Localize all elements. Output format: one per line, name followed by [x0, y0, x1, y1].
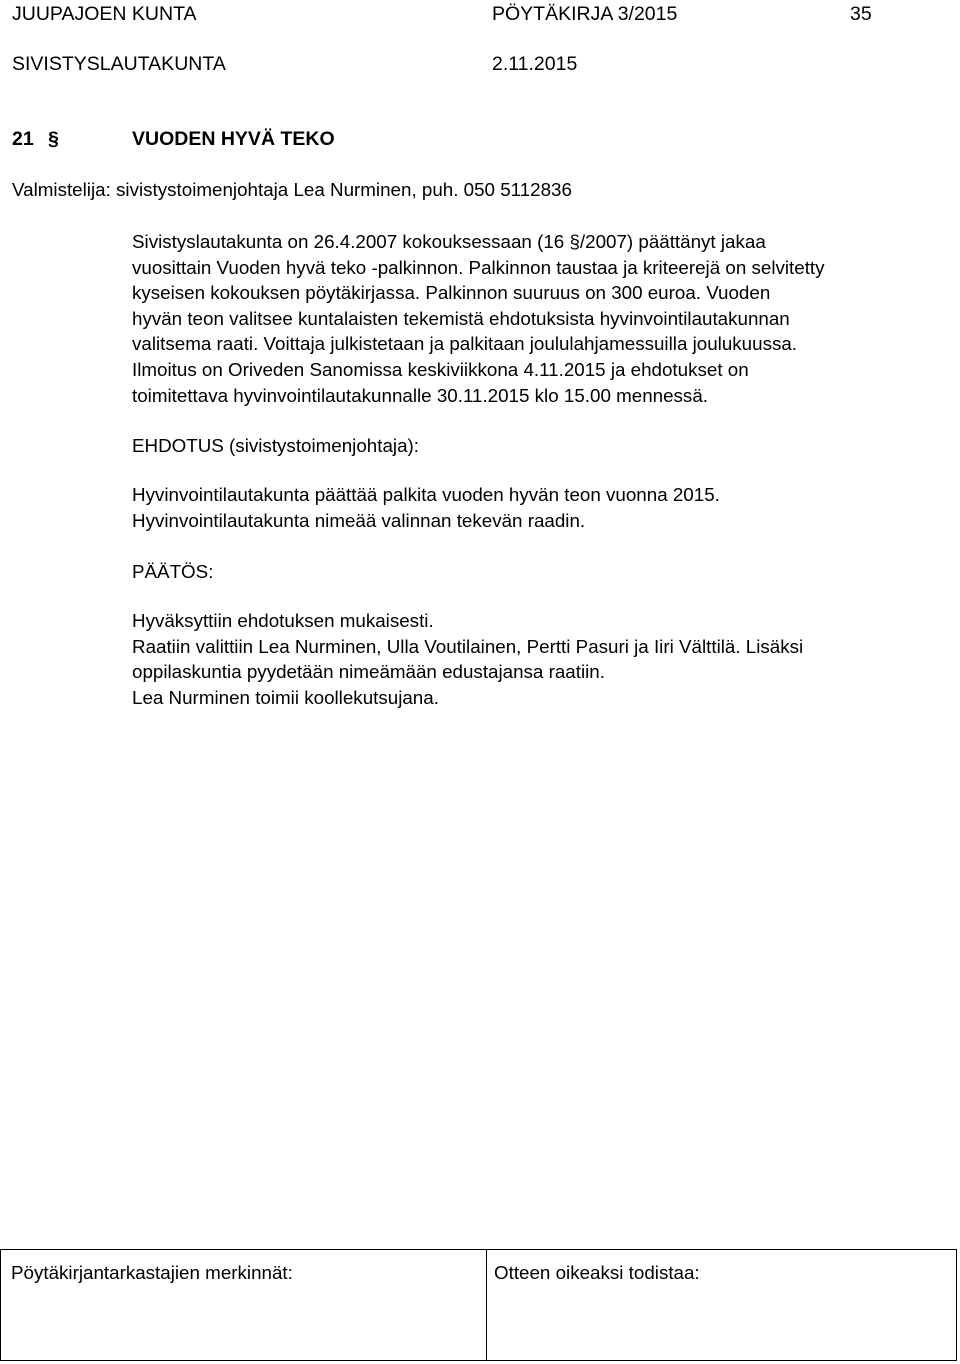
footer-divider	[486, 1250, 487, 1360]
decision-heading-text: PÄÄTÖS:	[132, 561, 214, 582]
meeting-date: 2.11.2015	[492, 53, 578, 75]
background-line: Sivistyslautakunta on 26.4.2007 kokouksessaan (16 §/2007) päättänyt jakaa	[132, 231, 766, 252]
background-line: valitsema raati. Voittaja julkistetaan ja palkitaan joululahjamessuilla joulukuussa.	[132, 333, 798, 355]
certified-label: Otteen oikeaksi todistaa:	[494, 1262, 700, 1283]
background-line: kyseisen kokouksen pöytäkirjassa. Palkinnon suuruus on 300 euroa. Vuoden	[132, 282, 771, 304]
proposal-line: Hyvinvointilautakunta nimeää valinnan tekevän raadin.	[132, 509, 586, 531]
proposal-heading-text: EHDOTUS (sivistystoimenjohtaja):	[132, 435, 420, 456]
board-name: SIVISTYSLAUTAKUNTA	[12, 53, 226, 75]
background-line: vuosittain Vuoden hyvä teko -palkinnon. Palkinnon taustaa ja kriteerejä on selvitetty	[132, 256, 825, 278]
background-line: toimitettava hyvinvointilautakunnalle 30.11.2015 klo 15.00 mennessä.	[132, 384, 708, 406]
municipality-name: JUUPAJOEN KUNTA	[12, 3, 197, 25]
decision-paragraph	[132, 608, 922, 710]
decision-line: oppilaskuntia pyydetään nimeämään edustajansa raatiin.	[132, 661, 605, 683]
proposal-paragraph	[132, 482, 922, 533]
decision-line: Hyväksyttiin ehdotuksen mukaisesti.	[132, 610, 434, 631]
section-sign: §	[48, 128, 59, 150]
proposal-heading	[132, 433, 922, 459]
document-title: PÖYTÄKIRJA 3/2015	[492, 3, 678, 25]
reviewers-label: Pöytäkirjantarkastajien merkinnät:	[11, 1262, 293, 1283]
proposal-line: Hyvinvointilautakunta päättää palkita vuoden hyvän teon vuonna 2015.	[132, 484, 720, 505]
page-number: 35	[850, 3, 872, 25]
decision-heading	[132, 559, 922, 585]
background-line: Ilmoitus on Oriveden Sanomissa keskiviikkona 4.11.2015 ja ehdotukset on	[132, 358, 749, 380]
decision-line: Raatiin valittiin Lea Nurminen, Ulla Voutilainen, Pertti Pasuri ja Iiri Välttilä. Lisäksi	[132, 635, 804, 657]
decision-line: Lea Nurminen toimii koollekutsujana.	[132, 686, 439, 708]
background-paragraph	[132, 229, 922, 408]
section-number: 21	[12, 128, 34, 150]
section-title: VUODEN HYVÄ TEKO	[132, 128, 335, 150]
preparer-info: Valmistelija: sivistystoimenjohtaja Lea Nurminen, puh. 050 5112836	[12, 179, 572, 200]
signature-footer	[0, 1249, 957, 1361]
background-line: hyvän teon valitsee kuntalaisten tekemistä ehdotuksista hyvinvointilautakunnan	[132, 307, 790, 329]
